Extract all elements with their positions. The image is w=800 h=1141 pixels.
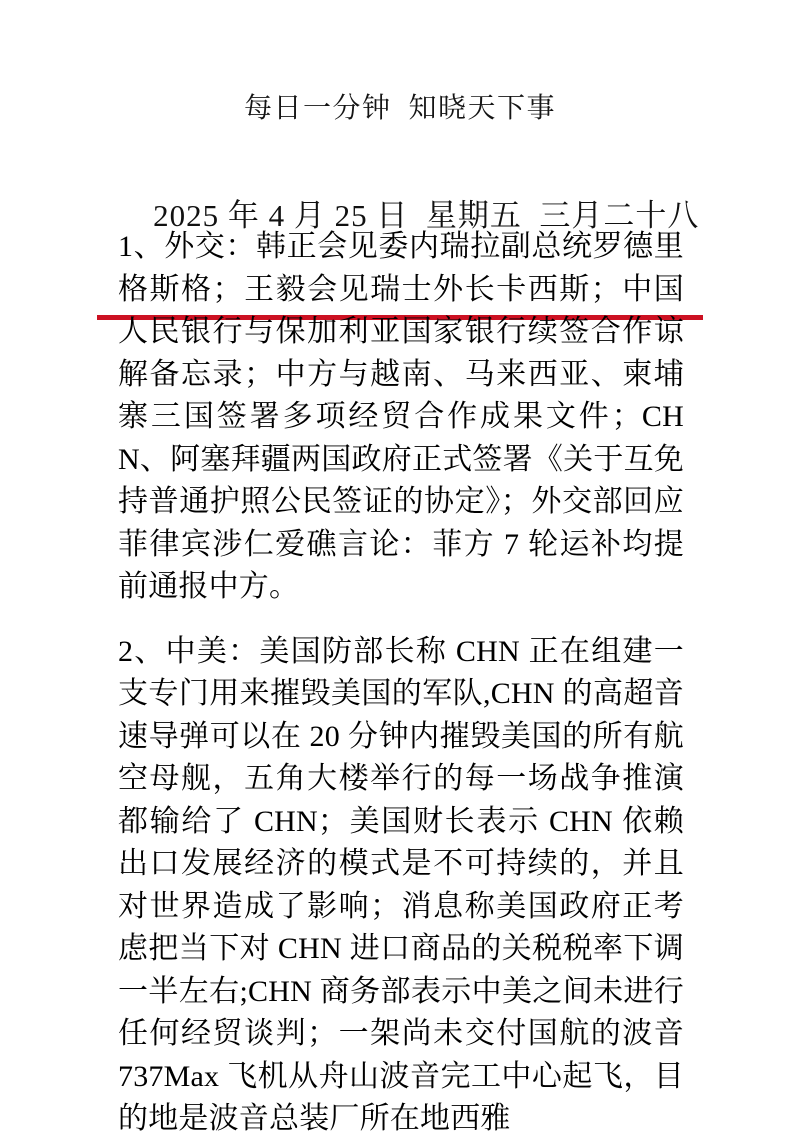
dateline-text: 2025 年 4 月 25 日 星期五 三月二十八 <box>153 197 700 233</box>
masthead <box>0 94 800 125</box>
article-body <box>118 226 684 1141</box>
article-paragraph-1: 1、外交：韩正会见委内瑞拉副总统罗德里格斯格；王毅会见瑞士外长卡西斯；中国人民银行与保加利亚国家银行续签合作谅解备忘录；中方与越南、马来西亚、柬埔寨三国签署多项经贸合作成果文件；CHN、阿塞拜疆两国政府正式签署《关于互免持普通护照公民签证的协定》；外交部回应菲律宾涉仁爱礁言论：菲方 7 轮运补均提前通报中方。 <box>118 230 684 603</box>
article-paragraph-2: 2、中美：美国防部长称 CHN 正在组建一支专门用来摧毁美国的军队,CHN 的高超音速导弹可以在 20 分钟内摧毁美国的所有航空母舰，五角大楼举行的每一场战争推演都输给了 CHN；美国财长表示 CHN 依赖出口发展经济的模式是不可持续的，并且对世界造成了影响；消息称美国政府正考虑把当下对 CHN 进口商品的关税税率下调一半左右;CHN 商务部表示中美之间未进行任何经贸谈判；一架尚未交付国航的波音 737Max 飞机从舟山波音完工中心起飞，目的地是波音总装厂所在地西雅 <box>118 634 684 1135</box>
masthead-title: 每日一分钟 知晓天下事 <box>243 93 556 124</box>
